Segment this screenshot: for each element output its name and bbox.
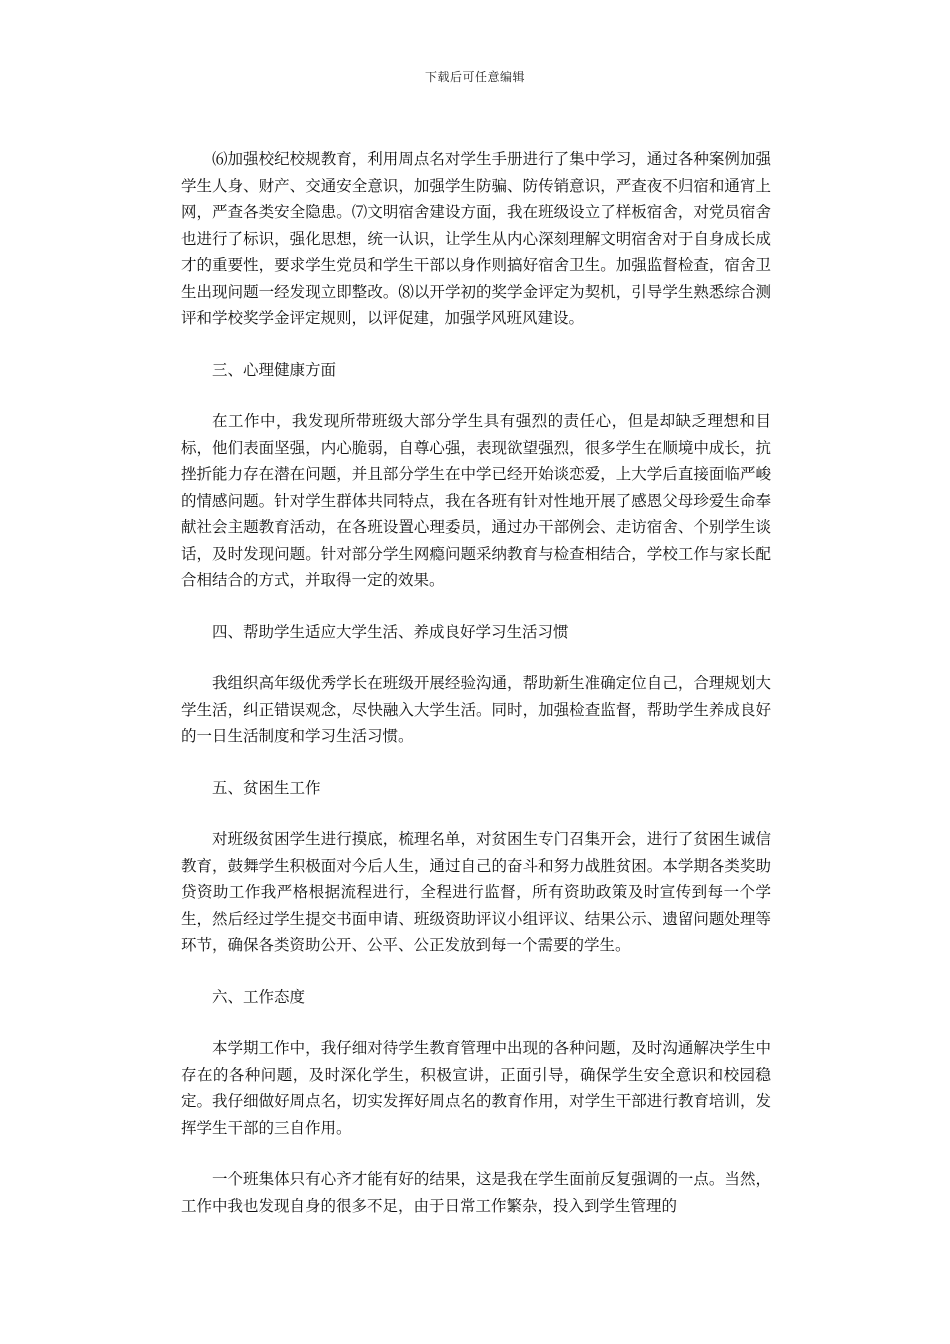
section-heading-poor-students: 五、贫困生工作	[212, 778, 321, 797]
paragraph-work-attitude: 本学期工作中，我仔细对待学生教育管理中出现的各种问题，及时沟通解决学生中存在的各种问题，及时深化学生，积极宣讲，正面引导，确保学生安全意识和校园稳定。我仔细做好周点名，切实发挥好周点名的教育作用，对学生干部进行教育培训，发挥学生干部的三自作用。	[181, 1039, 771, 1137]
section-heading-adaptation: 四、帮助学生适应大学生活、养成良好学习生活习惯	[212, 622, 569, 641]
paragraph-adaptation: 我组织高年级优秀学长在班级开展经验沟通，帮助新生准确定位自己，合理规划大学生活，纠正错误观念，尽快融入大学生活。同时，加强检查监督，帮助学生养成良好的一日生活制度和学习生活习惯。	[181, 674, 771, 745]
section-heading-work-attitude: 六、工作态度	[212, 987, 306, 1006]
paragraph-poor-students: 对班级贫困学生进行摸底，梳理名单，对贫困生专门召集开会，进行了贫困生诚信教育，鼓舞学生积极面对今后人生，通过自己的奋斗和努力战胜贫困。本学期各类奖助贷资助工作我严格根据流程进行，全程进行监督，所有资助政策及时宣传到每一个学生，然后经过学生提交书面申请、班级资助评议小组评议、结果公示、遗留问题处理等环节，确保各类资助公开、公平、公正发放到每一个需要的学生。	[181, 830, 771, 954]
paragraph-conclusion: 一个班集体只有心齐才能有好的结果，这是我在学生面前反复强调的一点。当然，工作中我也发现自身的很多不足，由于日常工作繁杂，投入到学生管理的	[181, 1170, 771, 1215]
paragraph-discipline-dormitory: ⑹加强校纪校规教育，利用周点名对学生手册进行了集中学习，通过各种案例加强学生人身、财产、交通安全意识，加强学生防骗、防传销意识，严查夜不归宿和通宵上网，严查各类安全隐患。⑺文明宿舍建设方面，我在班级设立了样板宿舍，对党员宿舍也进行了标识，强化思想，统一认识，让学生从内心深刻理解文明宿舍对于自身成长成才的重要性，要求学生党员和学生干部以身作则搞好宿舍卫生。加强监督检查，宿舍卫生出现问题一经发现立即整改。⑻以开学初的奖学金评定为契机，引导学生熟悉综合测评和学校奖学金评定规则，以评促建，加强学风班风建设。	[181, 150, 771, 327]
section-heading-mental-health: 三、心理健康方面	[212, 360, 337, 379]
document-body	[181, 146, 771, 1219]
page-header: 下载后可任意编辑	[424, 70, 525, 84]
paragraph-mental-health: 在工作中，我发现所带班级大部分学生具有强烈的责任心，但是却缺乏理想和目标，他们表面坚强，内心脆弱，自尊心强，表现欲望强烈，很多学生在顺境中成长，抗挫折能力存在潜在问题，并且部分学生在中学已经开始谈恋爱，上大学后直接面临严峻的情感问题。针对学生群体共同特点，我在各班有针对性地开展了感恩父母珍爱生命奉献社会主题教育活动，在各班设置心理委员，通过办干部例会、走访宿舍、个别学生谈话，及时发现问题。针对部分学生网瘾问题采纳教育与检查相结合，学校工作与家长配合相结合的方式，并取得一定的效果。	[181, 412, 771, 589]
